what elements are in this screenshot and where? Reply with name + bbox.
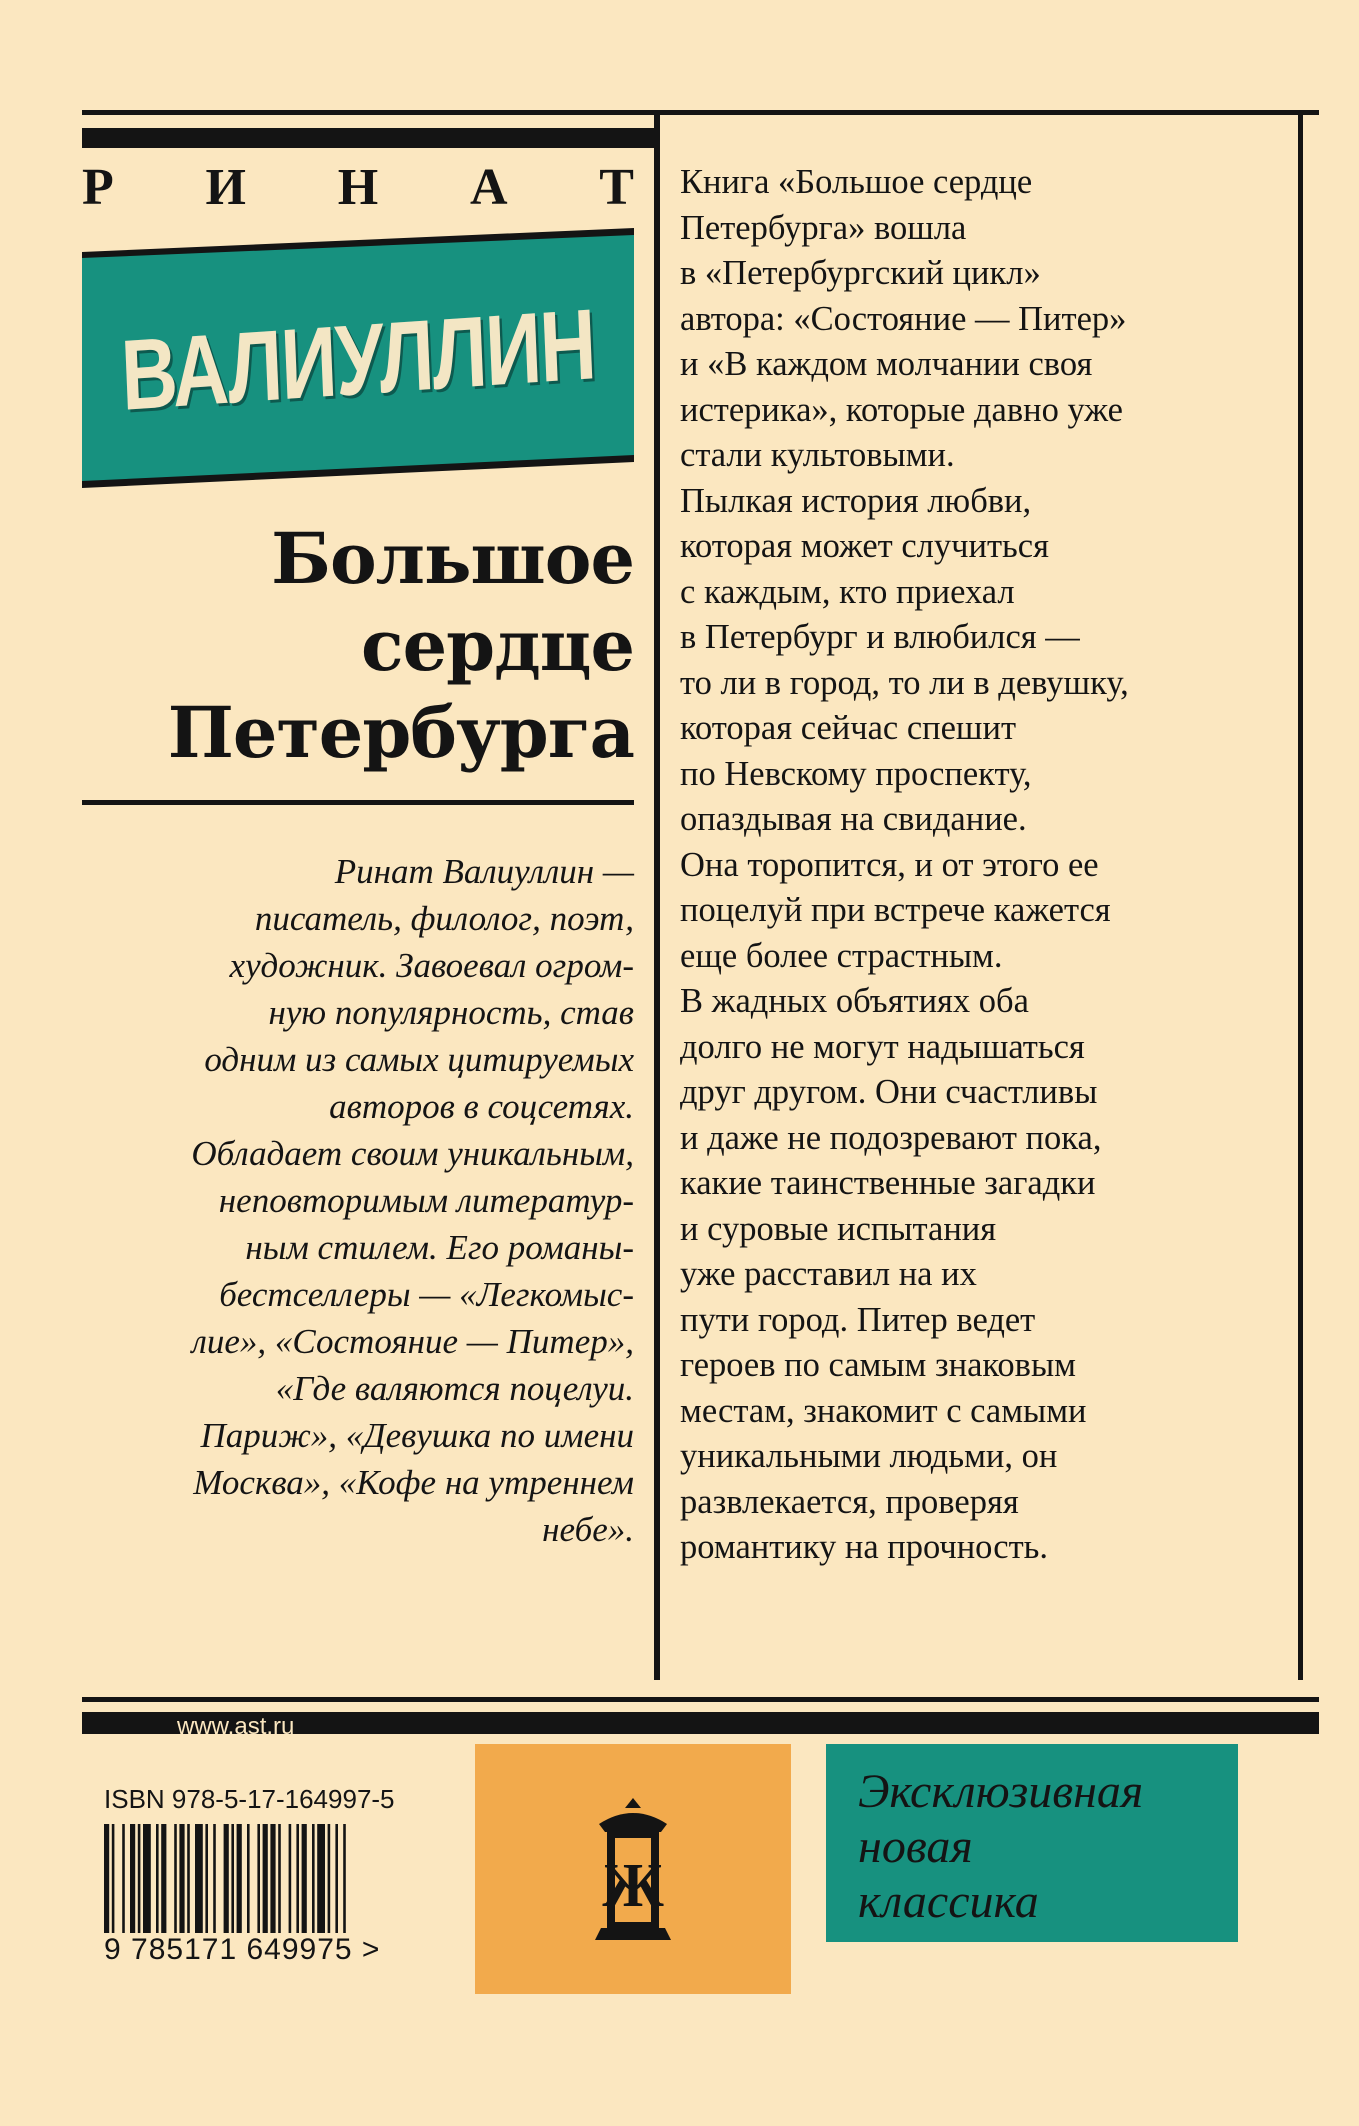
author-bio (82, 848, 634, 1553)
bio-line: одним из самых цитируемых (204, 1040, 634, 1079)
description-line: Она торопится, и от этого ее (680, 845, 1099, 884)
barcode-bar (104, 1824, 109, 1948)
bio-line: «Где валяются поцелуи. (275, 1369, 634, 1408)
logo-letter: Ж (602, 1852, 664, 1920)
description-line: долго не могут надышаться (680, 1027, 1085, 1066)
column-divider (654, 110, 660, 1680)
series-name (858, 1764, 1143, 1929)
lantern-logo-icon (585, 1794, 681, 1944)
barcode-bar (143, 1824, 151, 1948)
bio-line: авторов в соцсетях. (329, 1087, 634, 1126)
title-line: Большое (271, 517, 634, 600)
description-line: Петербурга» вошла (680, 208, 967, 247)
bio-line: небе». (542, 1510, 634, 1549)
barcode-bar (187, 1824, 190, 1948)
description-line: и даже не подозревают пока, (680, 1118, 1102, 1157)
description-line: В жадных объятиях оба (680, 982, 1029, 1020)
description-line: в Петербург и влюбился — (680, 618, 1080, 656)
description-line: и суровые испытания (680, 1209, 997, 1248)
barcode-bar (335, 1824, 338, 1948)
description-line: то ли в город, то ли в девушку, (680, 663, 1129, 702)
barcode-bar (213, 1824, 216, 1948)
author-letter: Н (337, 159, 379, 216)
barcode-bar (328, 1824, 331, 1948)
description-line: с каждым, кто приехал (680, 572, 1015, 611)
barcode-bar (161, 1824, 166, 1948)
author-last-name: ВАЛИУЛЛИН (119, 287, 597, 432)
barcode-bar (122, 1824, 125, 1948)
barcode-bar (278, 1824, 281, 1948)
bio-line: Москва», «Кофе на утреннем (193, 1463, 634, 1502)
description-line: развлекается, проверяя (680, 1482, 1019, 1521)
description-line: романтику на прочность. (680, 1528, 1049, 1566)
bio-line: художник. Завоевал огром- (229, 946, 634, 985)
description-line: истерика», которые давно уже (680, 390, 1123, 429)
bio-line: бестселлеры — «Легкомыс- (219, 1275, 634, 1314)
barcode-digits: 9 785171 649975 > (104, 1933, 434, 1967)
bio-line: лие», «Состояние — Питер», (191, 1322, 634, 1361)
description-line: поцелуй при встрече кажется (680, 891, 1111, 929)
description-line: местам, знакомит с самыми (680, 1391, 1087, 1430)
bio-line: ным стилем. Его романы- (245, 1228, 634, 1267)
author-first-name (82, 160, 634, 216)
description-line: стали культовыми. (680, 436, 955, 474)
barcode-bar (237, 1824, 242, 1948)
website-link[interactable]: www.ast.ru (177, 1713, 295, 1740)
barcode-bar (130, 1824, 135, 1948)
book-description (680, 160, 1280, 1571)
description-line: Книга «Большое сердце (680, 163, 1033, 201)
series-line: Эксклюзивная (858, 1765, 1144, 1818)
barcode-bar (296, 1824, 299, 1948)
barcode-bar (195, 1824, 203, 1948)
barcode-bar (317, 1824, 325, 1948)
right-column-rule (1298, 110, 1303, 1680)
description-line: уникальными людьми, он (680, 1437, 1058, 1475)
bio-line: Париж», «Девушка по имени (200, 1416, 634, 1455)
top-rule-thin (82, 110, 1319, 115)
barcode (104, 1824, 416, 1948)
description-line: опаздывая на свидание. (680, 800, 1027, 838)
barcode-bar (156, 1824, 159, 1948)
description-line: уже расставил на их (680, 1255, 977, 1293)
barcode-bar (270, 1824, 275, 1948)
barcode-bar (343, 1824, 346, 1948)
barcode-bar (257, 1824, 260, 1948)
barcode-bar (263, 1824, 268, 1948)
barcode-bar (302, 1824, 307, 1948)
author-letter: А (469, 159, 508, 216)
description-line: друг другом. Они счастливы (680, 1073, 1098, 1111)
bio-line: ную популярность, став (268, 993, 634, 1032)
description-line: которая может случиться (680, 527, 1049, 565)
description-line: и «В каждом молчании своя (680, 345, 1093, 383)
description-line: в «Петербургский цикл» (680, 254, 1041, 292)
description-line: какие таинственные загадки (680, 1164, 1096, 1202)
top-rule-thick (82, 128, 660, 148)
author-letter: Т (599, 159, 634, 216)
description-line: еще более страстным. (680, 936, 1003, 975)
barcode-bar (247, 1824, 250, 1948)
description-line: героев по самым знаковым (680, 1346, 1076, 1384)
bio-line: Ринат Валиуллин — (334, 852, 634, 891)
barcode-bar (224, 1824, 229, 1948)
description-line: Пылкая история любви, (680, 481, 1032, 520)
barcode-bar (205, 1824, 208, 1948)
barcode-bar (312, 1824, 315, 1948)
barcode-bar (231, 1824, 234, 1948)
title-line: Петербурга (167, 691, 634, 774)
book-title (82, 515, 634, 776)
barcode-bar (112, 1824, 115, 1948)
bio-line: писатель, филолог, поэт, (254, 899, 634, 938)
title-underline (82, 800, 634, 805)
author-letter: И (205, 159, 246, 216)
barcode-bar (289, 1824, 292, 1948)
description-line: пути город. Питер ведет (680, 1300, 1036, 1339)
barcode-bar (179, 1824, 184, 1948)
barcode-bar (138, 1824, 141, 1948)
author-letter: Р (82, 159, 114, 216)
title-line: сердце (360, 604, 634, 687)
description-line: которая сейчас спешит (680, 709, 1017, 747)
isbn-number: ISBN 978-5-17-164997-5 (104, 1784, 395, 1814)
description-line: по Невскому проспекту, (680, 754, 1032, 793)
barcode-bar (174, 1824, 177, 1948)
bio-line: неповторимым литератур- (218, 1181, 634, 1220)
publisher-logo-box (475, 1744, 791, 1994)
bio-line: Обладает своим уникальным, (191, 1134, 634, 1173)
footer-rule-thin (82, 1697, 1319, 1702)
series-line: классика (858, 1875, 1039, 1928)
description-line: автора: «Состояние — Питер» (680, 299, 1127, 338)
series-line: новая (858, 1820, 973, 1873)
